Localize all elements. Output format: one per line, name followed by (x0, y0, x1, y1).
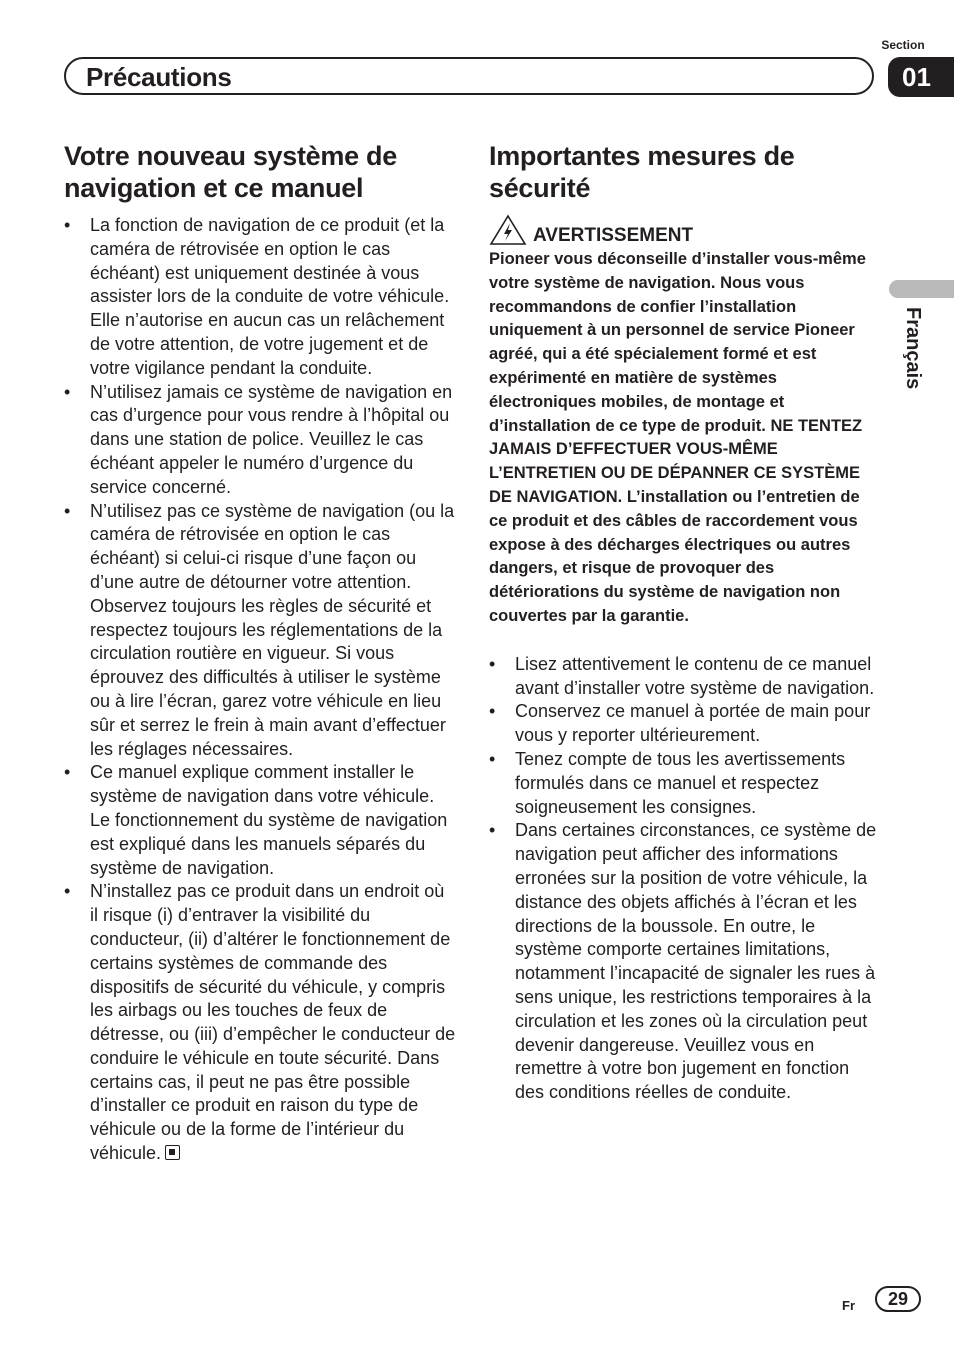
list-item (64, 500, 456, 762)
bullet-icon: • (64, 500, 71, 521)
warning-title: AVERTISSEMENT (533, 225, 694, 246)
list-item-text: N’installez pas ce produit dans un endroit où il risque (i) d’entraver la visibilité du conducteur, (ii) d’altérer le fonctionnement de certains systèmes de commande des dispositifs de sécurité du véhicule, y compris les airbags ou les touches de feux de détresse, ou (iii) d’empêcher le conducteur de conduire le véhicule en toute sécurité. Dans certains cas, il peut ne pas être possible d’installer ce produit en raison du type de véhicule ou de la forme de l’intérieur du véhicule. (90, 881, 456, 1164)
bullet-icon: • (64, 381, 71, 402)
left-heading-line1: Votre nouveau système de (64, 141, 397, 171)
list-item-text: N’utilisez jamais ce système de navigation en cas d’urgence pour vous rendre à l’hôpital ou dans une station de police. Veuillez le cas échéant appeler le numéro d’urgence du service concerné. (90, 381, 453, 497)
right-bullet-list (489, 653, 881, 1105)
list-item (489, 700, 881, 748)
list-item-text: Dans certaines circonstances, ce système de navigation peut afficher des informations erronées sur la position de votre véhicule, la distance des objets affichés à l’écran et les directions de la boussole. En outre, le système comporte certaines limitations, notamment l’incapacité de signaler les rues à sens unique, les restrictions temporaires à la circulation et les zones où la circulation peut devenir dangereuse. Veuillez vous en remettre à votre bon jugement en fonction des conditions réelles de conduite. (515, 820, 877, 1103)
list-item (489, 653, 881, 701)
section-number-badge: 01 (888, 57, 954, 97)
right-heading-line2: sécurité (489, 173, 591, 203)
header-bar (64, 57, 874, 95)
list-item (64, 761, 456, 880)
bullet-icon: • (64, 215, 71, 235)
end-of-section-icon (165, 1145, 180, 1160)
bullet-icon: • (489, 701, 496, 722)
list-item (64, 214, 456, 381)
list-item (64, 381, 456, 500)
bullet-icon: • (64, 881, 71, 902)
list-item-text: La fonction de navigation de ce produit (et la caméra de rétrovisée en option le cas échéant) est uniquement destinée à vous assister lors de la conduite de votre véhicule. Elle n’autorise en aucun cas un relâchement de votre attention, de votre jugement et de votre vigilance pendant la conduite. (90, 215, 450, 378)
warning-text-part1: Pioneer vous déconseille d’installer vous-même votre système de navigation. Nous vous recommandons de confier l’installation uniquement à un personnel de service Pioneer agréé, qui a été spécialement formé et est expérimenté en matière de systèmes électroniques mobiles, de montage et d’installation de ce type de produit. (489, 250, 866, 435)
list-item (489, 819, 881, 1105)
page-title: Précautions (86, 62, 232, 92)
bullet-icon: • (64, 762, 71, 783)
page-number: 29 (875, 1286, 921, 1312)
right-column (489, 140, 881, 1105)
left-heading-line2: navigation et ce manuel (64, 173, 364, 203)
list-item-text: Tenez compte de tous les avertissements formulés dans ce manuel et respectez soigneusement les consignes. (515, 748, 846, 817)
language-tab (889, 280, 954, 298)
list-item-text: Ce manuel explique comment installer le système de navigation dans votre véhicule. Le fonctionnement du système de navigation est expliqué dans les manuels séparés du système de navigation. (90, 762, 448, 878)
list-item (64, 880, 456, 1166)
bullet-icon: • (489, 748, 496, 769)
footer-lang-code: Fr (842, 1298, 855, 1313)
bullet-icon: • (489, 820, 496, 841)
left-bullet-list (64, 214, 456, 1166)
warning-header (489, 214, 881, 246)
warning-text-caps: NE TENTEZ JAMAIS D’EFFECTUER VOUS-MÊME L’ENTRETIEN OU DE DÉPANNER CE SYSTÈME DE NAVIGATION. (489, 416, 863, 506)
right-heading (489, 140, 881, 204)
warning-text-part2: L’installation ou l’entretien de ce produit et des câbles de raccordement vous expose à des décharges électriques ou autres dangers, et risque de provoquer des détériorations du système de navigation non couvertes par la garantie. (489, 487, 860, 625)
list-item-text: Conservez ce manuel à portée de main pour vous y reporter ultérieurement. (515, 701, 871, 746)
warning-text (489, 248, 881, 629)
list-item-text: Lisez attentivement le contenu de ce manuel avant d’installer votre système de navigation. (515, 653, 875, 698)
bullet-icon: • (489, 653, 496, 674)
section-label: Section (881, 38, 925, 52)
language-label: Français (902, 307, 924, 390)
list-item (489, 748, 881, 819)
left-heading (64, 140, 456, 204)
list-item-text: N’utilisez pas ce système de navigation (ou la caméra de rétrovisée en option le cas échéant) si celui-ci risque d’une façon ou d’une autre de détourner votre attention. Observez toujours les règles de sécurité et respectez toujours les réglementations de la circulation routière en vigueur. Si vous éprouvez des difficultés à utiliser le système ou à lire l’écran, garez votre véhicule en lieu sûr et serrez le frein à main avant d’effectuer les réglages nécessaires. (90, 500, 455, 759)
right-heading-line1: Importantes mesures de (489, 141, 795, 171)
warning-triangle-icon (489, 214, 527, 246)
left-column (64, 140, 456, 1166)
